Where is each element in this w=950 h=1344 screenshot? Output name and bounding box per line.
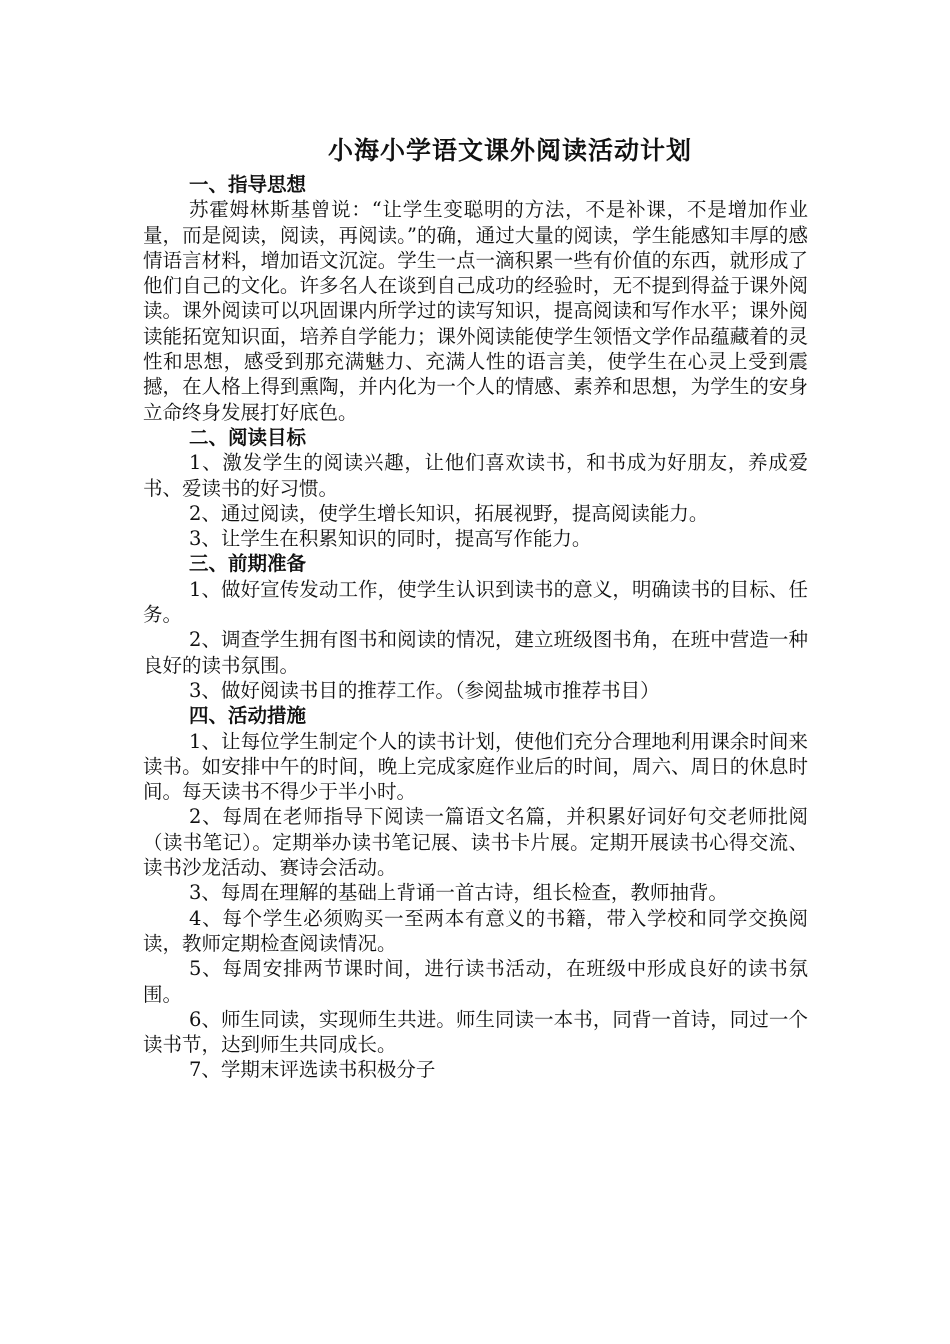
paragraph: 1、让每位学生制定个人的读书计划，使他们充分合理地利用课余时间来读书。如安排中午的时间，晚上完成家庭作业后的时间，周六、周日的休息时间。每天读书不得少于半小时。: [143, 729, 808, 804]
paragraph: 3、每周在理解的基础上背诵一首古诗，组长检查，教师抽背。: [189, 881, 728, 905]
paragraph: 5、每周安排两节课时间，进行读书活动，在班级中形成良好的读书氛围。: [143, 957, 808, 1006]
section-heading: 四、活动措施: [189, 704, 307, 728]
section-guiding-ideology: [143, 172, 808, 425]
paragraph: 苏霍姆林斯基曾说：“让学生变聪明的方法，不是补课，不是增加作业量，而是阅读，阅读，再阅读。”的确，通过大量的阅读，学生能感知丰厚的感情语言材料，增加语文沉淀。学生一点一滴积累一些有价值的东西，就形成了他们自己的文化。许多名人在谈到自己成功的经验时，无不提到得益于课外阅读。课外阅读可以巩固课内所学过的读写知识，提高阅读和写作水平；课外阅读能拓宽知识面，培养自学能力；课外阅读能使学生领悟文学作品蕴藏着的灵性和思想，感受到那充满魅力、充满人性的语言美，使学生在心灵上受到震撼，在人格上得到熏陶，并内化为一个人的情感、素养和思想，为学生的安身立命终身发展打好底色。: [143, 198, 808, 424]
paragraph: 1、做好宣传发动工作，使学生认识到读书的意义，明确读书的目标、任务。: [143, 577, 808, 627]
paragraph: 1、激发学生的阅读兴趣，让他们喜欢读书，和书成为好朋友，养成爱书、爱读书的好习惯。: [143, 451, 808, 500]
paragraph: 3、做好阅读书目的推荐工作。（参阅盐城市推荐书目）: [189, 678, 660, 702]
paragraph: 4、每个学生必须购买一至两本有意义的书籍，带入学校和同学交换阅读，教师定期检查阅读情况。: [143, 906, 808, 955]
paragraph: 2、通过阅读，使学生增长知识，拓展视野，提高阅读能力。: [189, 501, 709, 525]
paragraph: 3、让学生在积累知识的同时，提高写作能力。: [189, 527, 592, 551]
section-heading: 一、指导思想: [189, 173, 307, 196]
section-heading: 三、前期准备: [189, 552, 307, 576]
paragraph: 2、每周在老师指导下阅读一篇语文名篇，并积累好词好句交老师批阅（读书笔记）。定期举办读书笔记展、读书卡片展。定期开展读书心得交流、读书沙龙活动、赛诗会活动。: [143, 805, 808, 880]
section-heading: 二、阅读目标: [189, 425, 307, 449]
paragraph: 6、师生同读，实现师生共进。师生同读一本书，同背一首诗，同过一个读书节，达到师生共同成长。: [143, 1007, 808, 1057]
section-activity-measures: [143, 703, 808, 1082]
document-title: 小海小学语文课外阅读活动计划: [327, 136, 692, 165]
paragraph: 2、调查学生拥有图书和阅读的情况，建立班级图书角，在班中营造一种良好的读书氛围。: [143, 628, 808, 677]
document-body: [143, 172, 808, 1083]
paragraph: 7、学期末评选读书积极分子: [189, 1058, 436, 1082]
section-preparation: [143, 551, 808, 703]
section-reading-goals: [143, 425, 808, 551]
